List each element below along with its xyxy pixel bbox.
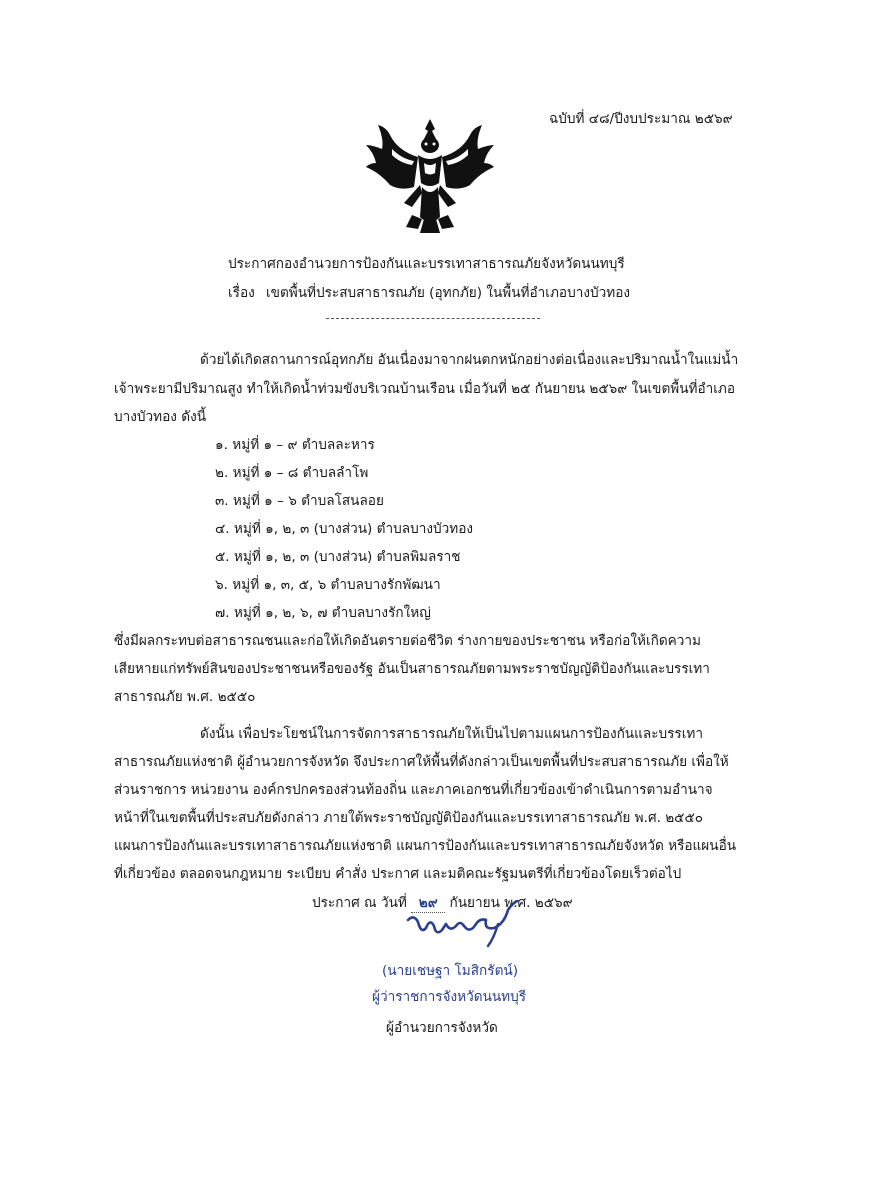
signatory-position: ผู้ว่าราชการจังหวัดนนทบุรี xyxy=(372,989,527,1005)
declaration-line: ดังนั้น เพื่อประโยชน์ในการจัดการสาธารณภัยให้เป็นไปตามแผนการป้องกันและบรรเทา xyxy=(200,726,703,742)
date-day: ๒๙ xyxy=(411,894,445,913)
declaration-line: สาธารณภัยแห่งชาติ ผู้อำนวยการจังหวัด จึงประกาศให้พื้นที่ดังกล่าวเป็นเขตพื้นที่ประสบสาธารณภัย เพื่อให้ xyxy=(114,754,729,770)
area-list-item: ๓. หมู่ที่ ๑ – ๖ ตำบลโสนลอย xyxy=(215,493,384,509)
intro-line: ด้วยได้เกิดสถานการณ์อุทกภัย อันเนื่องมาจากฝนตกหนักอย่างต่อเนื่องและปริมาณน้ำในแม่น้ำ xyxy=(200,352,739,368)
intro-line: เจ้าพระยามีปริมาณสูง ทำให้เกิดน้ำท่วมขังบริเวณบ้านเรือน เมื่อวันที่ ๒๕ กันยายน ๒๕๖๙ ในเขตพื้นที่อำเภอ xyxy=(114,381,736,397)
impact-line: ซึ่งมีผลกระทบต่อสาธารณชนและก่อให้เกิดอันตรายต่อชีวิต ร่างกายของประชาชน หรือก่อให้เกิดความ xyxy=(114,633,701,649)
date-prefix: ประกาศ ณ วันที่ xyxy=(312,895,407,911)
area-list-item: ๖. หมู่ที่ ๑, ๓, ๕, ๖ ตำบลบางรักพัฒนา xyxy=(215,577,441,593)
garuda-emblem xyxy=(362,115,498,235)
handwritten-signature xyxy=(400,900,560,950)
area-list-item: ๕. หมู่ที่ ๑, ๒, ๓ (บางส่วน) ตำบลพิมลราช xyxy=(215,549,461,565)
title-divider xyxy=(326,318,540,319)
document-number: ฉบับที่ ๔๘/ปีงบประมาณ ๒๕๖๙ xyxy=(549,111,733,127)
subject-text: เขตพื้นที่ประสบสาธารณภัย (อุทกภัย) ในพื้นที่อำเภอบางบัวทอง xyxy=(266,285,631,301)
declaration-line: แผนการป้องกันและบรรเทาสาธารณภัยแห่งชาติ แผนการป้องกันและบรรเทาสาธารณภัยจังหวัด หรือแผนอื่น xyxy=(114,838,737,854)
area-list-item: ๔. หมู่ที่ ๑, ๒, ๓ (บางส่วน) ตำบลบางบัวทอง xyxy=(215,521,474,537)
impact-line: สาธารณภัย พ.ศ. ๒๕๕๐ xyxy=(114,689,256,705)
signatory-role: ผู้อำนวยการจังหวัด xyxy=(386,1020,498,1036)
area-list-item: ๗. หมู่ที่ ๑, ๒, ๖, ๗ ตำบลบางรักใหญ่ xyxy=(215,605,431,621)
area-list-item: ๑. หมู่ที่ ๑ – ๙ ตำบลละหาร xyxy=(215,437,375,453)
declaration-line: หน้าที่ในเขตพื้นที่ประสบภัยดังกล่าว ภายใต้พระราชบัญญัติป้องกันและบรรเทาสาธารณภัย พ.ศ. ๒๕๕๐ xyxy=(114,810,704,826)
impact-line: เสียหายแก่ทรัพย์สินของประชาชนหรือของรัฐ อันเป็นสาธารณภัยตามพระราชบัญญัติป้องกันและบรรเทา xyxy=(114,661,710,677)
declaration-line: ส่วนราชการ หน่วยงาน องค์กรปกครองส่วนท้องถิ่น และภาคเอกชนที่เกี่ยวข้องเข้าดำเนินการตามอำนาจ xyxy=(114,782,713,798)
intro-line: บางบัวทอง ดังนี้ xyxy=(114,409,207,425)
announcement-title: ประกาศกองอำนวยการป้องกันและบรรเทาสาธารณภัยจังหวัดนนทบุรี xyxy=(228,256,625,272)
subject-label: เรื่อง xyxy=(228,285,255,301)
date-suffix: กันยายน พ.ศ. ๒๕๖๙ xyxy=(449,895,573,911)
area-list-item: ๒. หมู่ที่ ๑ – ๘ ตำบลลำโพ xyxy=(215,465,369,481)
declaration-line: ที่เกี่ยวข้อง ตลอดจนกฎหมาย ระเบียบ คำสั่ง ประกาศ และมติคณะรัฐมนตรีที่เกี่ยวข้องโดยเร็วต่อไป xyxy=(114,866,682,882)
signatory-name: (นายเชษฐา โมสิกรัตน์) xyxy=(382,963,518,979)
